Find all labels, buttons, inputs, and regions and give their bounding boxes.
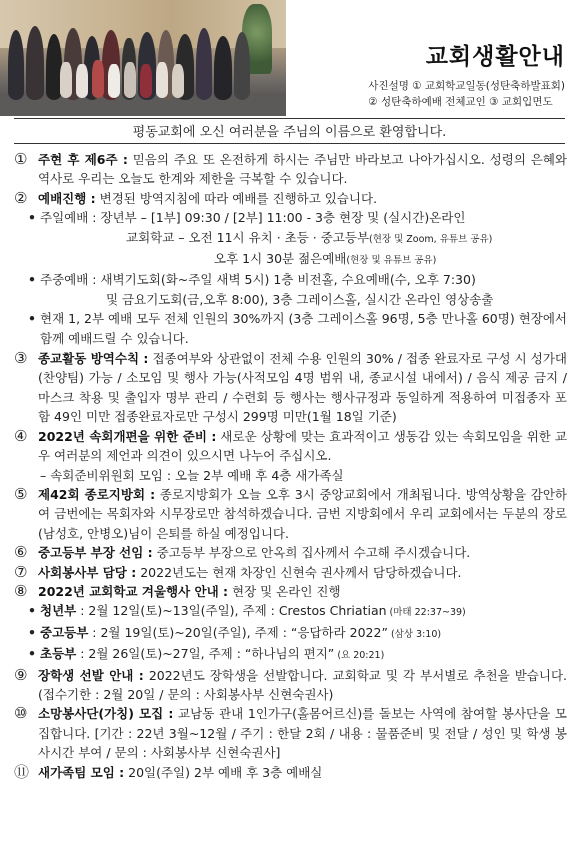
announcement-item-10 bbox=[14, 704, 567, 762]
item-heading: 예배진행 : bbox=[38, 190, 96, 206]
item-heading: 새가족팀 모임 : bbox=[38, 764, 125, 780]
sunday-school-note: (현장 및 Zoom, 유튜브 공유) bbox=[369, 233, 493, 245]
item-heading: 종교활동 방역수칙 : bbox=[38, 351, 149, 367]
cell-committee-text: – 속회준비위원회 모임 : 오늘 2부 예배 후 4층 새가족실 bbox=[40, 467, 344, 483]
event-verse: (마태 22:37~39) bbox=[386, 607, 466, 619]
welcome-message: 평동교회에 오신 여러분을 주님의 이름으로 환영합니다. bbox=[132, 125, 447, 140]
announcements bbox=[14, 150, 567, 782]
event-verse: (삼상 3:10) bbox=[387, 628, 442, 640]
item-number: ⑩ bbox=[14, 704, 28, 723]
announcement-item-4 bbox=[14, 427, 567, 466]
item-text: 현장 및 온라인 진행 bbox=[228, 583, 341, 599]
announcement-item-2 bbox=[14, 189, 567, 208]
church-group-photo bbox=[0, 0, 286, 116]
item-heading: 소망봉사단(가칭) 모집 : bbox=[38, 706, 174, 722]
sunday-school-line bbox=[40, 228, 567, 249]
sunday-worship-label: 주일예배 : 장년부 – [1부] 09:30 / [2부] 11:00 - 3층 현장 및 (실시간)온라인 bbox=[40, 210, 466, 226]
item-number: ⑥ bbox=[14, 543, 28, 562]
welcome-divider bbox=[14, 143, 565, 144]
page-title: 교회생활안내 bbox=[425, 44, 565, 70]
item-text: 변경된 방역지침에 따라 예배를 진행하고 있습니다. bbox=[95, 190, 378, 206]
item-number: ⑦ bbox=[14, 562, 28, 581]
announcement-item-5 bbox=[14, 485, 567, 543]
sunday-worship bbox=[14, 208, 567, 270]
announcement-item-11 bbox=[14, 763, 567, 782]
item-number: ② bbox=[14, 188, 28, 207]
bullet-icon: • bbox=[28, 272, 36, 288]
item-text: 새로운 상황에 맞는 효과적이고 생동감 있는 속회모임을 위한 교우 여러분의 제언과 의견이 있으시면 나누어 주십시오. bbox=[38, 428, 567, 464]
cell-committee-note bbox=[14, 466, 567, 485]
event-text: : 2월 12일(토)~13일(주일), 주제 : Crestos Chriatian bbox=[76, 603, 387, 619]
item-heading: 중고등부 부장 선임 : bbox=[38, 545, 153, 561]
item-number: ⑧ bbox=[14, 581, 28, 600]
bullet-icon: • bbox=[28, 311, 36, 327]
item-text: 2022년도 장학생을 선발합니다. 교회학교 및 각 부서별로 추천을 받습니다.(접수기한 : 2월 20일 / 문의 : 사회봉사부 신현숙권사) bbox=[38, 667, 567, 702]
top-divider bbox=[14, 118, 565, 119]
item-text: 종로지방회가 오늘 오후 3시 중앙교회에서 개최됩니다. 방역상황을 감안하여 금번에는 목회자와 시무장로만 참석하겠습니다. 금번 지방회에서 우리 교회에서는 두분의 장로(남성호, 안병오)님이 은퇴를 하실 예정입니다. bbox=[38, 486, 567, 541]
item-number: ⑨ bbox=[14, 665, 28, 684]
event-dept: 중고등부 bbox=[40, 624, 89, 640]
announcement-item-7 bbox=[14, 563, 567, 582]
bullet-icon: • bbox=[28, 603, 36, 619]
event-verse: (요 20:21) bbox=[334, 650, 385, 662]
item-number: ⑪ bbox=[14, 762, 30, 781]
item-text: 20일(주일) 2부 예배 후 3층 예배실 bbox=[124, 764, 323, 780]
bullet-icon: • bbox=[28, 646, 36, 662]
capacity-text: 현재 1, 2부 예배 모두 전체 인원의 30%까지 (3층 그레이스홀 96명, 5층 만나홀 60명) 현장에서 함께 예배드릴 수 있습니다. bbox=[40, 311, 567, 346]
winter-event-elementary bbox=[14, 644, 567, 665]
winter-event-middle-high bbox=[14, 623, 567, 644]
item-heading: 2022년 교회학교 겨울행사 안내 : bbox=[38, 583, 229, 599]
item-number: ① bbox=[14, 150, 28, 168]
weekday-worship bbox=[14, 270, 567, 309]
caption-line-2: ② 성탄축하예배 전체교인 ③ 교회입면도 bbox=[368, 96, 553, 108]
item-text: 2022년도는 현재 차장인 신현숙 권사께서 담당하겠습니다. bbox=[136, 564, 462, 580]
item-text: 교남동 관내 1인가구(홀몸어르신)를 돌보는 사역에 참여할 봉사단을 모집합니다. [기간 : 22년 3월~12월 / 주기 : 한달 2회 / 내용 : 물품준비 및 전달 / 성인 및 학생 봉사시간 부여 / 문의 : 사회봉사부 신현숙권사] bbox=[38, 706, 567, 761]
item-text: 믿음의 주요 또 온전하게 하시는 주님만 바라보고 나아가십시오. 성령의 은혜와 역사로 우리는 오늘도 한계와 제한을 극복할 수 있습니다. bbox=[38, 152, 567, 187]
item-heading: 장학생 선발 안내 : bbox=[38, 667, 144, 683]
item-heading: 제42회 종로지방회 : bbox=[38, 486, 156, 502]
winter-event-youth bbox=[14, 601, 567, 622]
young-worship-note: (현장 및 유튜브 공유) bbox=[346, 255, 437, 267]
caption-line-1: 사진설명 ① 교회학교일동(성탄축하발표회) bbox=[368, 80, 565, 92]
announcement-item-3 bbox=[14, 349, 567, 427]
announcement-item-1 bbox=[14, 150, 567, 189]
weekday-worship-cont: 및 금요기도회(금,오후 8:00), 3층 그레이스홀, 실시간 온라인 영상송출 bbox=[106, 291, 494, 307]
young-worship-line bbox=[40, 249, 567, 270]
capacity-note bbox=[14, 309, 567, 348]
young-worship-text: 오후 1시 30분 젊은예배 bbox=[214, 251, 347, 267]
announcement-item-6 bbox=[14, 543, 567, 562]
photo-caption bbox=[368, 78, 565, 110]
item-number: ⑤ bbox=[14, 484, 28, 503]
item-heading: 2022년 속회개편을 위한 준비 : bbox=[38, 428, 217, 444]
item-number: ③ bbox=[14, 349, 28, 368]
weekday-worship-label: 주중예배 : 새벽기도회(화~주일 새벽 5시) 1층 비전홀, 수요예배(수, 오후 7:30) bbox=[40, 272, 476, 288]
sunday-school-text: 교회학교 – 오전 11시 유치 · 초등 · 중고등부 bbox=[126, 229, 370, 245]
bullet-icon: • bbox=[28, 210, 36, 226]
event-dept: 청년부 bbox=[40, 603, 77, 619]
item-text: 중고등부 부장으로 안옥희 집사께서 수고해 주시겠습니다. bbox=[152, 545, 471, 561]
bullet-icon: • bbox=[28, 624, 36, 640]
item-number: ④ bbox=[14, 426, 28, 445]
item-heading: 주현 후 제6주 : bbox=[38, 152, 128, 167]
event-text: : 2월 19일(토)~20일(주일), 주제 : “응답하라 2022” bbox=[88, 624, 388, 640]
event-dept: 초등부 bbox=[40, 646, 77, 662]
item-heading: 사회봉사부 담당 : bbox=[38, 564, 137, 580]
announcement-item-9 bbox=[14, 666, 567, 705]
announcement-item-8 bbox=[14, 582, 567, 601]
event-text: : 2월 26일(토)~27일, 주제 : “하나님의 편지” bbox=[76, 646, 335, 662]
item-text: 접종여부와 상관없이 전체 수용 인원의 30% / 접종 완료자로 구성 시 성가대(찬양팀) 가능 / 소모임 및 행사 가능(사적모임 4명 범위 내, 종교시설 내에서) / 음식 제공 금지 / 마스크 착용 및 출입자 명부 관리 / 수련회 등 행사는 행사규정과 동일하게 적용하여 미접종자 포함 49인 미만 접종완료자로만 구성시 299명 미만(1월 18일 기준) bbox=[38, 351, 567, 425]
